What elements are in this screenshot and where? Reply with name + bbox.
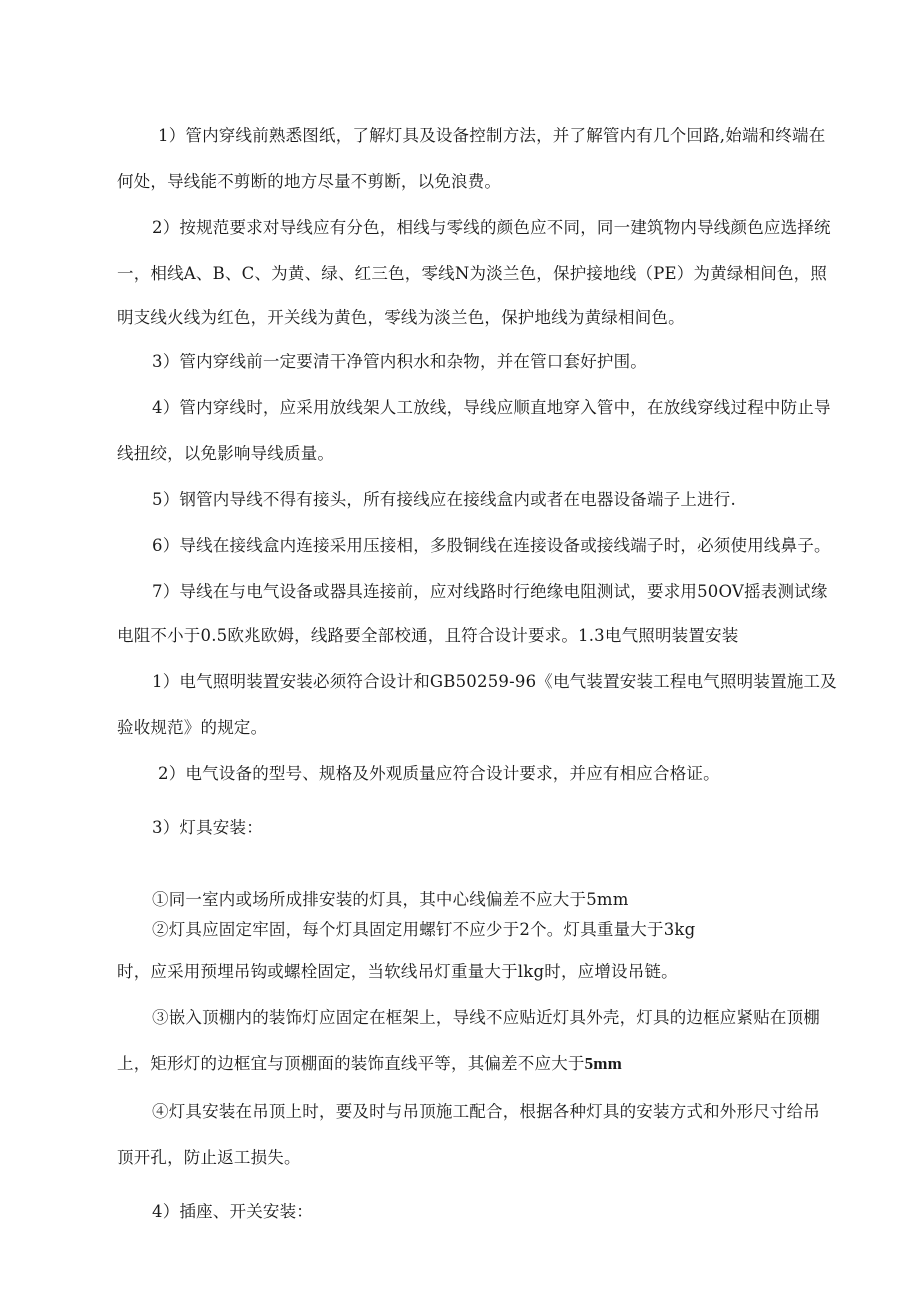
- text-line-p10-1: 3）灯具安装：: [152, 818, 263, 837]
- text-line-p7-2: 电阻不小于0.5欧兆欧姆，线路要全部校通，且符合设计要求。1.3电气照明装置安装: [117, 626, 739, 645]
- text-line-p1-2: 何处，导线能不剪断的地方尽量不剪断，以免浪费。: [117, 172, 502, 191]
- text-line-p8-2: 验收规范》的规定。: [117, 718, 268, 737]
- text-line-p1-1: 1）管内穿线前熟悉图纸，了解灯具及设备控制方法，并了解管内有几个回路,始端和终端在: [158, 126, 826, 145]
- text-line-p4-2: 线扭绞，以免影响导线质量。: [117, 444, 335, 463]
- text-line-p8-1: 1）电气照明装置安装必须符合设计和GB50259-96《电气装置安装工程电气照明装置施工及: [152, 672, 837, 691]
- text-line-p13-1: ③嵌入顶棚内的装饰灯应固定在框架上，导线不应贴近灯具外壳，灯具的边框应紧贴在顶棚: [152, 1008, 820, 1027]
- text-line-p15-1: 4）插座、开关安装：: [152, 1202, 313, 1221]
- text-line-p9-1: 2）电气设备的型号、规格及外观质量应符合设计要求，并应有相应合格证。: [158, 764, 720, 783]
- text-line-p12-1: ②灯具应固定牢固，每个灯具固定用螺钉不应少于2个。灯具重量大于3kg: [152, 920, 696, 939]
- text-line-p11-1: ①同一室内或场所成排安装的灯具，其中心线偏差不应大于5mm: [152, 890, 629, 909]
- text-line-p12-2: 时，应采用预埋吊钩或螺栓固定，当软线吊灯重量大于lkg时，应增设吊链。: [117, 962, 678, 981]
- text-line-p5-1: 5）钢管内导线不得有接头，所有接线应在接线盒内或者在电器设备端子上进行.: [152, 490, 736, 509]
- text-line-p2-1: 2）按规范要求对导线应有分色，相线与零线的颜色应不同，同一建筑物内导线颜色应选择统: [152, 218, 831, 237]
- text-line-p4-1: 4）管内穿线时，应采用放线架人工放线，导线应顺直地穿入管中，在放线穿线过程中防止导: [152, 398, 831, 417]
- text-line-p6-1: 6）导线在接线盒内连接采用压接相，多股铜线在连接设备或接线端子时，必须使用线鼻子。: [152, 536, 831, 555]
- bold-measurement: 5mm: [584, 1054, 623, 1073]
- text-line-p13-2: [117, 1052, 622, 1076]
- text-line-p2-2: 一，相线A、B、C、为黄、绿、红三色，零线N为淡兰色，保护接地线（PE）为黄绿相间色，照: [117, 264, 828, 283]
- text-line-p14-2: 顶开孔，防止返工损失。: [117, 1148, 301, 1167]
- text-line-p14-1: ④灯具安装在吊顶上时，要及时与吊顶施工配合，根据各种灯具的安装方式和外形尺寸给吊: [152, 1102, 820, 1121]
- text-line-p7-1: 7）导线在与电气设备或器具连接前，应对线路时行绝缘电阻测试，要求用50OV摇表测试缘: [152, 582, 828, 601]
- text-line-p2-3: 明支线火线为红色，开关线为黄色，零线为淡兰色，保护地线为黄绿相间色。: [117, 308, 685, 327]
- text-line-p13-2-main: 上，矩形灯的边框宜与顶棚面的装饰直线平等，其偏差不应大于: [117, 1054, 585, 1073]
- text-line-p3-1: 3）管内穿线前一定要清干净管内积水和杂物，并在管口套好护围。: [152, 352, 647, 371]
